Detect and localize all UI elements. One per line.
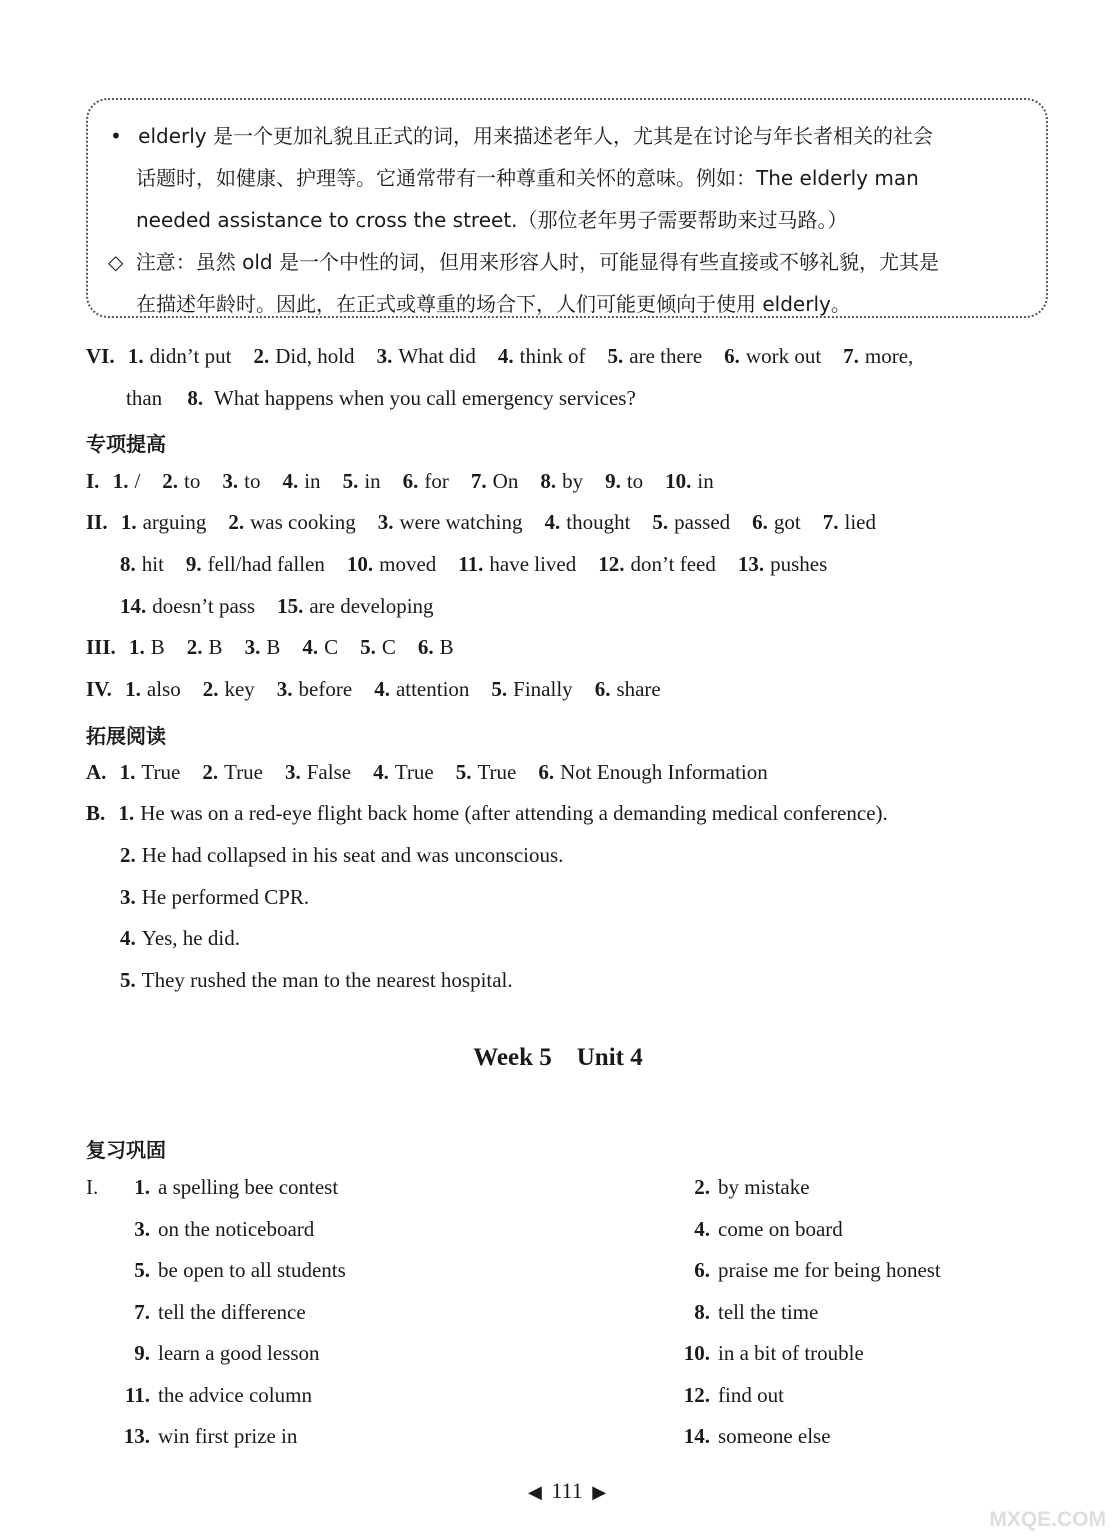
answer-item: 5. True [455,760,517,784]
vocab-left-column [116,1175,396,1466]
vocab-item: 9. learn a good lesson [134,1341,320,1365]
triangle-left-icon: ◀ [528,1482,542,1502]
answer-item: 7. lied [822,510,877,534]
heading-fuxi: 复习巩固 [86,1138,166,1162]
vocab-item: 4. come on board [694,1216,843,1241]
week-title: Week 5 Unit 4 [473,1044,643,1071]
vocab-item: 8. tell the time [694,1299,819,1324]
section-b-row2: 2. He had collapsed in his seat and was unconscious. [120,843,564,867]
answer-item: 3. to [222,469,261,493]
answer-item: 9. fell/had fallen [185,552,325,576]
answer-item: 7. more, [843,344,914,368]
answer-item: 5. passed [652,510,731,534]
section-ii-row2 [120,552,849,577]
section-ii-row3 [120,594,456,619]
answer-list [113,469,736,493]
section-label: VI. [86,344,115,368]
answer-item: 6. work out [724,344,822,368]
answer-item: 1. also [125,677,181,701]
vocab-item: 6. praise me for being honest [694,1258,941,1282]
answer-item: 6. got [752,510,801,534]
answer-item: 10. in [665,469,714,493]
answer-item: 12. don’t feed [598,552,716,576]
section-iv-row: IV. 1. also 2. key 3. before 4. attention 5. Finally 6. share [86,677,683,702]
page-number: ◀ 111 ▶ [528,1478,607,1503]
note-line-2: 话题时，如健康、护理等。它通常带有一种尊重和关怀的意味。例如：The elderly man [136,166,919,190]
answer-list [120,760,790,784]
answer-item: 5. are there [607,344,703,368]
vocab-item: 7. tell the difference [134,1299,306,1324]
answer-list [129,635,476,659]
answer-list [125,677,683,701]
answer-item: 3. What did [376,344,476,368]
answer-item: 4. True [373,760,434,784]
vocab-label: I. [86,1175,99,1199]
note-box [86,98,1048,318]
diamond-icon: ◇ [108,250,124,274]
section-ii-row1: II. 1. arguing 2. was cooking 3. were watching 4. thought 5. passed 6. got 7. lied [86,510,898,535]
answer-item: 4. C [302,635,339,659]
section-a-row: A. 1. True 2. True 3. False 4. True 5. True 6. Not Enough Information [86,760,790,785]
answer-item: 6. for [402,469,449,493]
answer-item: 2. Did, hold [253,344,355,368]
answer-item: 1. True [119,760,181,784]
answer-item: 6. B [417,635,454,659]
vocab-item: 14. someone else [683,1424,831,1448]
bullet-icon: • [110,124,122,148]
answer-item: 3. were watching [377,510,523,534]
heading-tuozhan: 拓展阅读 [86,724,166,748]
answer-item: 3. before [276,677,353,701]
section-i-row: I. 1. / 2. to 3. to 4. in 5. in 6. for 7. On 8. by 9. to 10. in [86,469,736,494]
answer-item: 2. B [186,635,223,659]
answer-item: 2. was cooking [228,510,356,534]
answer-item: 10. moved [346,552,437,576]
vocab-item: 3. on the noticeboard [134,1216,315,1241]
answer-item: 15. are developing [277,594,434,618]
answer-item: 6. Not Enough Information [538,760,768,784]
answer-item: 1. / [112,469,141,493]
answer-item: 5. Finally [491,677,573,701]
answer-item: 14. doesn’t pass [120,594,256,618]
answer-item: 8. by [540,469,584,493]
answer-item: 8. hit [120,552,164,576]
answer-list [120,594,456,618]
note-line-1: • elderly 是一个更加礼貌且正式的词，用来描述老年人，尤其是在讨论与年长者相关的社会 [110,124,933,148]
vocab-right-column [676,1175,1006,1466]
section-iii-row: III. 1. B 2. B 3. B 4. C 5. C 6. B [86,635,476,660]
vocab-item: 2. by mistake [694,1175,810,1199]
answer-item: 13. pushes [737,552,828,576]
answer-item: 11. have lived [458,552,577,576]
triangle-right-icon: ▶ [592,1482,607,1502]
vocab-item: 11. the advice column [124,1382,312,1407]
note-line-3: needed assistance to cross the street.（那位老年男子需要帮助来过马路。） [136,208,848,232]
vocab-item: 5. be open to all students [134,1258,346,1282]
answer-item: 4. think of [497,344,586,368]
answer-item: 2. to [162,469,201,493]
section-b-row4: 4. Yes, he did. [120,926,240,950]
answer-item: 5. C [360,635,396,659]
section-b-row3: 3. He performed CPR. [120,885,310,909]
answer-item: 5. in [342,469,381,493]
answer-item: 2. True [202,760,263,784]
vocab-item: 10. in a bit of trouble [683,1341,864,1365]
answer-item: 3. False [284,760,352,784]
answer-item: 4. in [282,469,321,493]
answer-item: 2. key [202,677,255,701]
section-b-row5: 5. They rushed the man to the nearest hospital. [120,968,513,992]
answer-item: 3. B [244,635,281,659]
heading-zhuanxiang: 专项提高 [86,432,166,456]
answer-list [121,510,898,534]
note-line-5: 在描述年龄时。因此，在正式或尊重的场合下，人们可能更倾向于使用 elderly。 [136,292,851,316]
answer-item: 9. to [605,469,644,493]
vocab-item: 1. a spelling bee contest [134,1175,339,1199]
answer-item: 1. didn’t put [127,344,232,368]
section-b-row1: B. 1. He was on a red-eye flight back home (after attending a demanding medical conference). [86,801,888,825]
answer-list [120,552,849,576]
watermark: MXQE.COM [989,1508,1106,1531]
vocab-item: 13. win first prize in [123,1424,298,1448]
answer-item: 4. attention [374,677,470,701]
vocab-item: 12. find out [683,1382,784,1407]
answer-item: 4. thought [544,510,631,534]
section-vi-row2: than 8. What happens when you call emergency services? [126,386,636,410]
answer-item: 6. share [594,677,661,701]
answer-item: 7. On [470,469,519,493]
section-vi-row1 [86,344,935,369]
answer-list [128,344,935,368]
answer-item: 1. B [129,635,165,659]
note-line-4: ◇ 注意：虽然 old 是一个中性的词，但用来形容人时，可能显得有些直接或不够礼貌，尤其是 [108,250,939,274]
answer-item: 1. arguing [120,510,207,534]
